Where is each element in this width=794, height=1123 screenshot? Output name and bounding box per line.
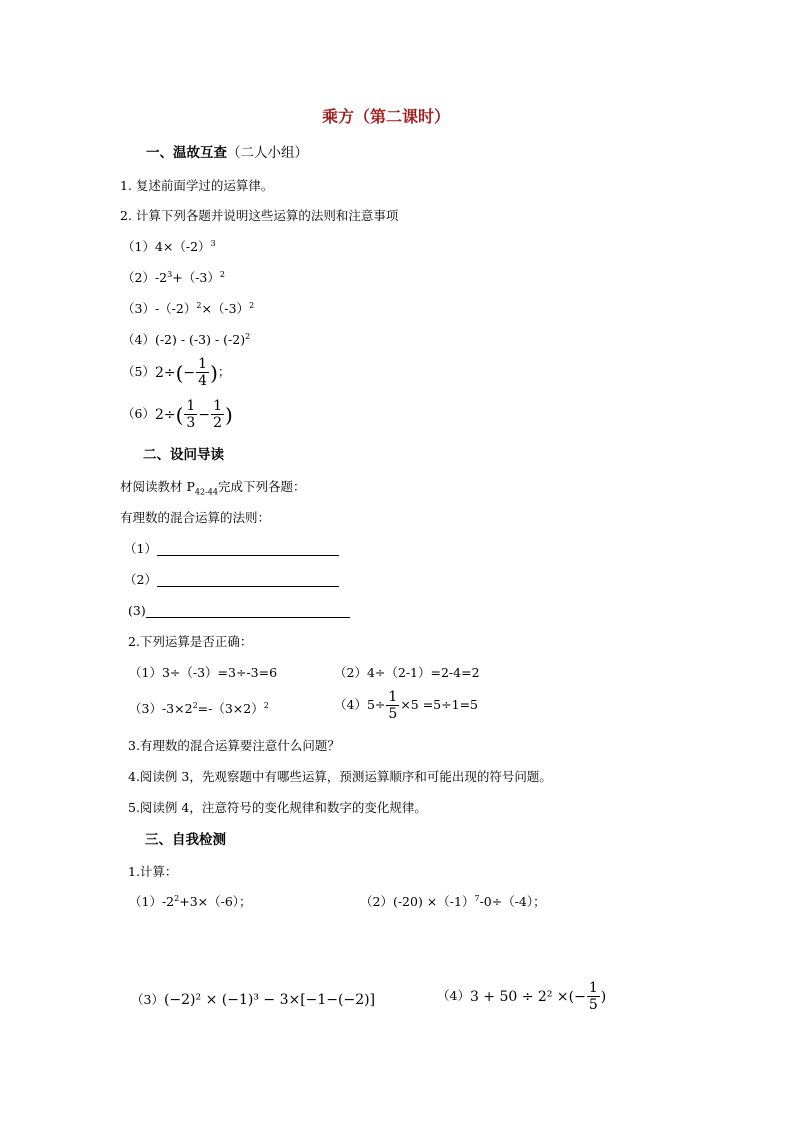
s1-item-5-lparen: ( bbox=[175, 360, 184, 385]
s1-item-5-fraction bbox=[196, 357, 209, 388]
s1-item-5-num: 1 bbox=[198, 356, 208, 372]
section2-heading: 二、设问导读 bbox=[143, 447, 224, 463]
s3-problem-2-sup: 7 bbox=[474, 893, 480, 903]
s1-item-6-num1: 1 bbox=[186, 398, 196, 414]
s3-problem-4-label: （4） bbox=[437, 988, 470, 1004]
s3-problem-2 bbox=[360, 893, 546, 909]
s1-item-5-post: ； bbox=[217, 364, 231, 380]
s1-item-3-label: （3） bbox=[122, 301, 155, 316]
s3-problem-4-post: ) bbox=[600, 988, 607, 1005]
section1-heading-text: 一、温故互查 bbox=[146, 145, 227, 161]
s2-check-3-sup: 2 bbox=[192, 700, 198, 710]
s3-problem-4-num: 1 bbox=[588, 980, 598, 996]
s1-item-6-rparen: ) bbox=[224, 402, 233, 427]
s2-blank-3-label: (3) bbox=[128, 603, 146, 618]
s2-check-3-sup2: 2 bbox=[263, 700, 269, 710]
s2-check-4-fraction bbox=[386, 690, 399, 721]
s2-blank-1 bbox=[124, 543, 339, 556]
s1-item-2-sup2: 2 bbox=[219, 269, 225, 279]
s2-check-4-label: （4） bbox=[334, 697, 367, 713]
s1-item-5-pre: 2÷ bbox=[154, 364, 176, 381]
section3-heading: 三、自我检测 bbox=[145, 832, 226, 848]
s1-item-4-label: （4） bbox=[122, 332, 155, 347]
s1-item-3-expr: -（-2） bbox=[154, 301, 197, 316]
page-title: 乘方（第二课时） bbox=[322, 107, 451, 126]
s2-rules-title: 有理数的混合运算的法则： bbox=[120, 510, 271, 525]
s1-item-5-label: （5） bbox=[122, 364, 155, 380]
section1-note: （二人小组） bbox=[227, 145, 308, 161]
s1-item-6-pre: 2÷ bbox=[154, 406, 176, 423]
s2-read-instruction bbox=[120, 479, 306, 497]
s3-problem-4-fraction bbox=[587, 981, 600, 1012]
s1-item-3-sup2: 2 bbox=[249, 300, 255, 310]
s3-problem-1-post: +3×（-6）； bbox=[179, 894, 252, 909]
s1-item-6-fraction-2 bbox=[211, 399, 224, 430]
s1-item-1-expr: 4×（-2） bbox=[154, 239, 211, 254]
s3-problem-1-pre: -2 bbox=[161, 894, 175, 909]
s1-item-2 bbox=[122, 269, 225, 285]
s3-problem-2-label: （2） bbox=[360, 894, 393, 909]
s2-check-3-mid: =-（3×2） bbox=[197, 701, 264, 716]
s2-check-4-post: ×5 =5÷1=5 bbox=[400, 697, 478, 713]
s1-item-5-minus: − bbox=[183, 364, 196, 381]
s3-problem-3-label: （3） bbox=[131, 992, 164, 1007]
s2-blank-1-label: （1） bbox=[124, 541, 157, 556]
s1-item-4 bbox=[122, 331, 251, 347]
section1-heading bbox=[146, 147, 308, 161]
s1-item-1 bbox=[122, 238, 216, 254]
s3-problem-4-pre: 3 + 50 ÷ 2² ×(− bbox=[469, 988, 586, 1005]
s2-read-pre: 材阅读教材 P bbox=[120, 479, 195, 494]
s2-check-4-den: 5 bbox=[388, 706, 398, 722]
s2-check-3 bbox=[129, 700, 269, 716]
s3-problem-1-label: （1） bbox=[129, 894, 162, 909]
s2-blank-3 bbox=[128, 605, 350, 618]
s2-blank-2 bbox=[124, 574, 339, 587]
s3-problem-2-pre: (-20) ×（-1） bbox=[392, 894, 475, 909]
s3-problem-1-sup: 2 bbox=[174, 893, 180, 903]
s1-item-1-sup: 3 bbox=[210, 238, 216, 248]
s2-question-4: 4.阅读例 3，先观察题中有哪些运算，预测运算顺序和可能出现的符号问题。 bbox=[128, 769, 552, 784]
s1-item-2-rest: +（-3） bbox=[172, 270, 220, 285]
s2-blank-2-line bbox=[157, 585, 339, 587]
s1-item-5-den: 4 bbox=[198, 373, 208, 389]
s2-read-post: 完成下列各题： bbox=[217, 479, 306, 494]
s1-question-1: 1. 复述前面学过的运算律。 bbox=[120, 178, 274, 193]
s1-item-3-rest: ×（-3） bbox=[201, 301, 250, 316]
s2-check-4 bbox=[334, 690, 478, 721]
s3-calc: 1.计算： bbox=[128, 864, 178, 879]
s2-question-5: 5.阅读例 4，注意符号的变化规律和数字的变化规律。 bbox=[128, 800, 427, 815]
s1-item-3-sup: 2 bbox=[196, 300, 202, 310]
s2-check-1: （1）3÷（-3）=3÷-3=6 bbox=[129, 665, 278, 680]
s3-problem-2-post: -0÷（-4）； bbox=[479, 894, 546, 909]
s1-item-6-den1: 3 bbox=[186, 415, 196, 431]
s2-question-3: 3.有理数的混合运算要注意什么问题？ bbox=[128, 738, 340, 753]
s2-question-2: 2.下列运算是否正确： bbox=[128, 634, 253, 649]
s1-item-3 bbox=[122, 300, 255, 316]
s2-check-3-pre: （3）-3×2 bbox=[129, 701, 193, 716]
s1-item-2-sup: 3 bbox=[167, 269, 173, 279]
s3-problem-4 bbox=[437, 981, 606, 1012]
s2-blank-3-line bbox=[146, 616, 350, 618]
s1-question-2: 2. 计算下列各题并说明这些运算的法则和注意事项 bbox=[120, 208, 399, 223]
s2-check-2: （2）4÷（2-1）=2-4=2 bbox=[334, 665, 480, 680]
s3-problem-3-expr: (−2)² × (−1)³ − 3×[−1−(−2)] bbox=[163, 992, 376, 1008]
s1-item-2-label: （2） bbox=[122, 270, 155, 285]
s1-item-5 bbox=[122, 357, 230, 388]
s1-item-6-den2: 2 bbox=[213, 415, 222, 431]
s3-problem-4-den: 5 bbox=[588, 997, 598, 1013]
s2-blank-2-label: （2） bbox=[124, 572, 157, 587]
s1-item-2-expr: -2 bbox=[154, 270, 168, 285]
s1-item-6-label: （6） bbox=[122, 406, 155, 422]
s2-check-4-num: 1 bbox=[388, 689, 398, 705]
s1-item-6-lparen: ( bbox=[175, 402, 184, 427]
s2-check-4-pre: 5÷ bbox=[366, 697, 386, 713]
s2-blank-1-line bbox=[157, 554, 339, 556]
s3-problem-1 bbox=[129, 893, 252, 909]
s1-item-6 bbox=[122, 399, 233, 430]
s2-read-sub: 42-44 bbox=[194, 487, 218, 497]
s1-item-6-num2: 1 bbox=[213, 398, 222, 414]
s3-problem-3 bbox=[131, 993, 375, 1007]
s1-item-4-expr: (-2) - (-3) - (-2) bbox=[154, 332, 246, 347]
s1-item-5-rparen: ) bbox=[210, 360, 218, 385]
s1-item-1-label: （1） bbox=[122, 239, 155, 254]
s1-item-4-sup: 2 bbox=[245, 331, 251, 341]
s1-item-6-fraction-1 bbox=[184, 399, 197, 430]
s1-item-6-minus: − bbox=[198, 406, 211, 423]
